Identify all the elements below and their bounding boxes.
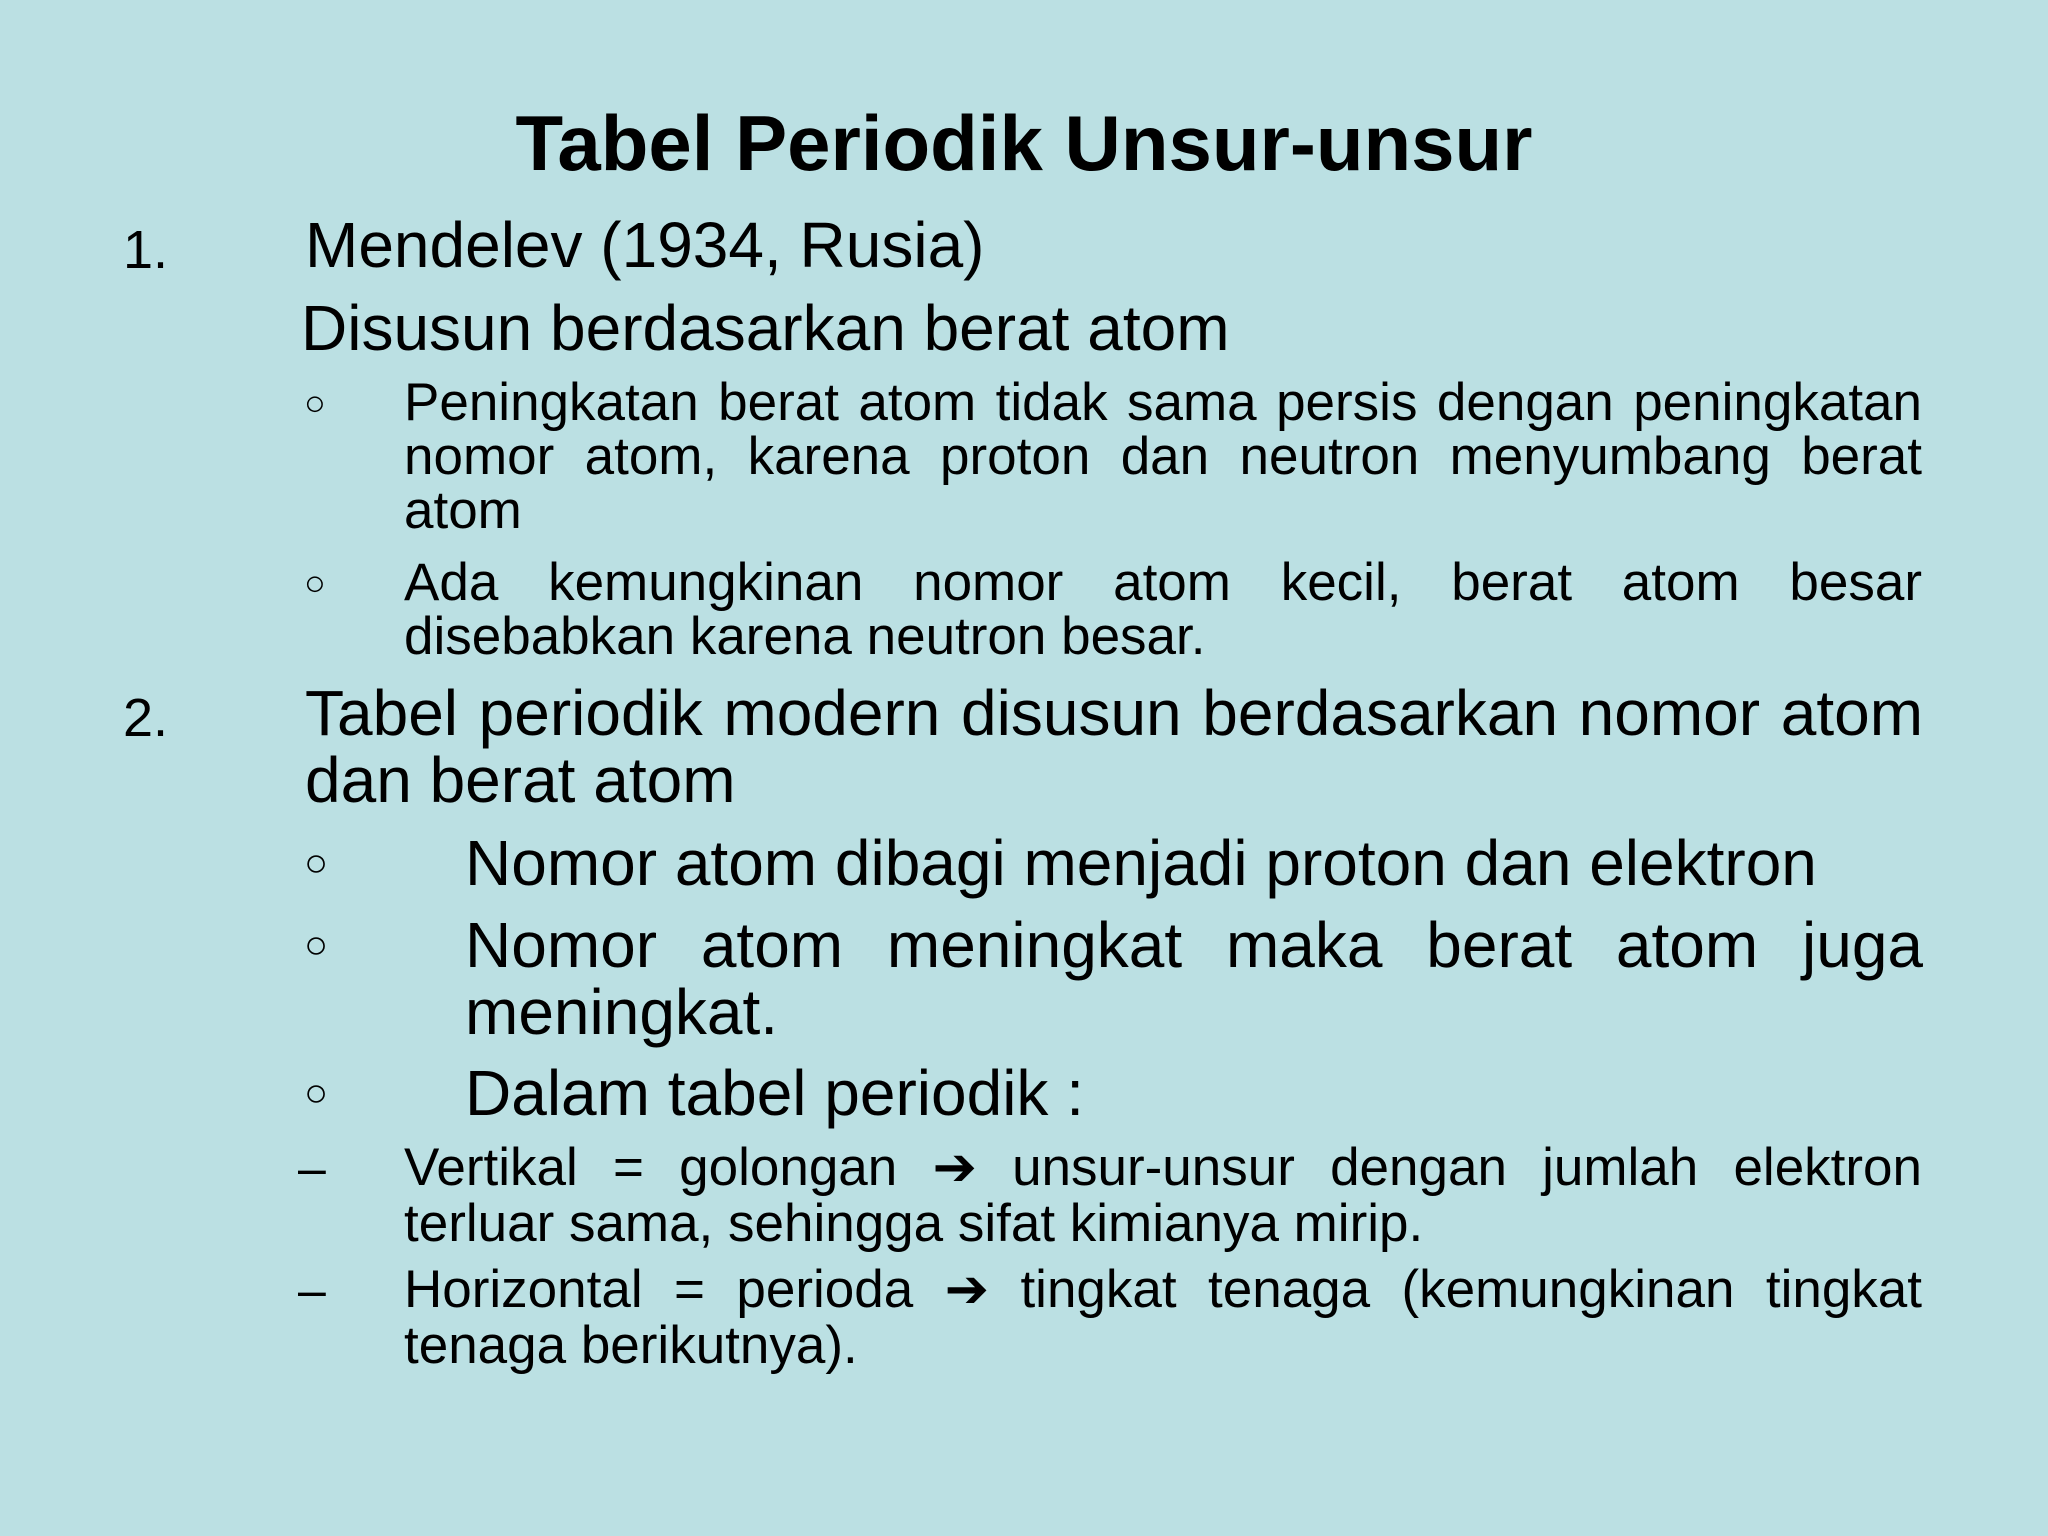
- arrow-right-icon: ➔: [944, 1260, 990, 1319]
- dash-2-text-before: Horizontal = perioda: [404, 1260, 914, 1319]
- dash-1-text-after: unsur-unsur dengan jumlah elektron terluar sama, sehingga sifat kimianya mirip.: [404, 1138, 1922, 1253]
- item-1-heading: Mendelev (1934, Rusia): [305, 209, 985, 281]
- item-2-bullet-1: Nomor atom dibagi menjadi proton dan elektron: [465, 827, 1817, 899]
- item-2-heading: Tabel periodik modern disusun berdasarkan nomor atom dan berat atom: [305, 677, 1923, 816]
- list-number-2: 2.: [123, 688, 169, 748]
- item-2-dash-1: [404, 1140, 1922, 1252]
- dash-bullet-icon: –: [298, 1140, 326, 1196]
- circle-bullet-icon: ○: [304, 841, 329, 885]
- arrow-right-icon: ➔: [932, 1138, 977, 1197]
- dash-2-text-after: tingkat tenaga (kemungkinan tingkat tenaga berikutnya).: [404, 1260, 1923, 1375]
- dash-1-text-before: Vertikal = golongan: [404, 1138, 898, 1197]
- circle-bullet-icon: ○: [304, 1071, 329, 1115]
- slide-title: Tabel Periodik Unsur-unsur: [515, 99, 1533, 187]
- dash-bullet-icon: –: [298, 1262, 326, 1318]
- circle-bullet-icon: ○: [304, 923, 329, 967]
- item-2-dash-2: [404, 1262, 1922, 1374]
- item-1-bullet-1: Peningkatan berat atom tidak sama persis dengan peningkatan nomor atom, karena proton dan neutron menyumbang berat atom: [404, 373, 1922, 540]
- item-1-subheading: Disusun berdasarkan berat atom: [301, 292, 1230, 364]
- item-2-bullet-3: Dalam tabel periodik :: [465, 1057, 1084, 1129]
- circle-bullet-icon: ○: [304, 562, 326, 603]
- item-2-bullet-2: Nomor atom meningkat maka berat atom juga meningkat.: [465, 909, 1923, 1048]
- circle-bullet-icon: ○: [304, 382, 326, 423]
- item-1-bullet-2: Ada kemungkinan nomor atom kecil, berat atom besar disebabkan karena neutron besar.: [404, 553, 1922, 666]
- list-number-1: 1.: [123, 220, 169, 280]
